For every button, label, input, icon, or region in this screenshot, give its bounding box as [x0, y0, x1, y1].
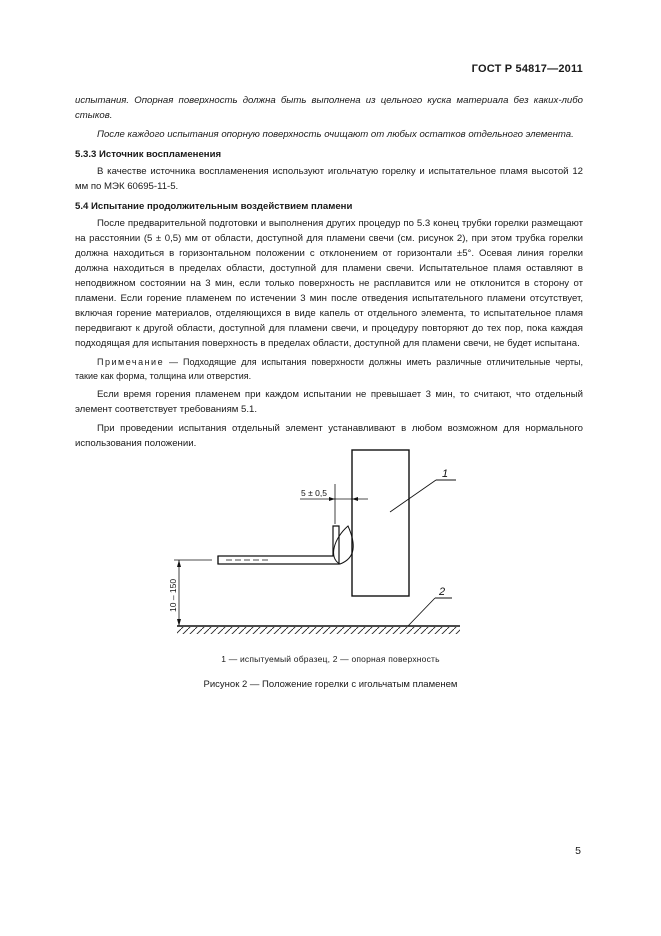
figure-legend: 1 — испытуемый образец, 2 — опорная поверхность: [221, 654, 440, 664]
test-specimen: [352, 450, 409, 596]
dim-distance: 5 ± 0,5: [301, 488, 327, 498]
heading-5-3-3: 5.3.3 Источник воспламенения: [75, 149, 222, 160]
note: [75, 355, 583, 383]
document-id: ГОСТ Р 54817—2011: [471, 63, 583, 75]
paragraph-6: При проведении испытания отдельный элемент устанавливают в любом возможном для нормального использования положении.: [75, 423, 583, 449]
paragraph-2: После каждого испытания опорную поверхность очищают от любых остатков отдельного элемента.: [97, 129, 574, 140]
note-label: Примечание: [97, 357, 165, 367]
paragraph-3: В качестве источника воспламенения используют игольчатую горелку и испытательное пламя высотой 12 мм по МЭК 60695-11-5.: [75, 166, 583, 192]
paragraph-4: После предварительной подготовки и выполнения других процедур по 5.3 конец трубки горелки размещают на расстоянии (5 ± 0,5) мм от области, доступной для пламени свечи (см. рисунок 2), при этом трубка горелки должна находиться в горизонтальном положении с отклонением от горизонтали ±5°. Осевая линия горелки должна находиться в пределах области, доступной для пламени свечи. Испытательное пламя оставляют в неподвижном состоянии на 3 мин, если только поверхность не расплавится или не отклонится в сторону от пламени. Если горение пламенем по истечении 3 мин после отведения испытательного пламени отсутствует, включая горение материалов, отделяющихся в виде капель от отдельного элемента, то испытательное пламя передвигают к другой области, доступной для пламени свечи, и процедуру повторяют до тех пор, пока каждая подходящая для испытания поверхность в пределах области, доступной для пламени свечи, не будет испытана.: [75, 218, 583, 349]
burner-diagram: [160, 440, 470, 640]
burner-tube: [218, 526, 339, 564]
body-text: [75, 93, 583, 455]
figure-caption: Рисунок 2 — Положение горелки с игольчатым пламенем: [203, 679, 458, 690]
paragraph-1: испытания. Опорная поверхность должна быть выполнена из цельного куска материала без каких-либо стыков.: [75, 95, 583, 121]
paragraph-5: Если время горения пламенем при каждом испытании не превышает 3 мин, то считают, что отдельный элемент соответствует требованиям 5.1.: [75, 389, 583, 415]
figure-2: [160, 440, 470, 640]
page-number: 5: [575, 845, 581, 857]
note-text: — Подходящие для испытания поверхности должны иметь различные отличительные черты, такие как форма, толщина или отверстия.: [75, 357, 583, 381]
dim-height: 10 – 150: [168, 578, 178, 612]
support-surface-hatch: [177, 627, 460, 634]
heading-5-4: 5.4 Испытание продолжительным воздействием пламени: [75, 201, 353, 212]
label-2: 2: [439, 586, 446, 598]
flame: [334, 526, 354, 564]
label-1: 1: [442, 468, 449, 480]
